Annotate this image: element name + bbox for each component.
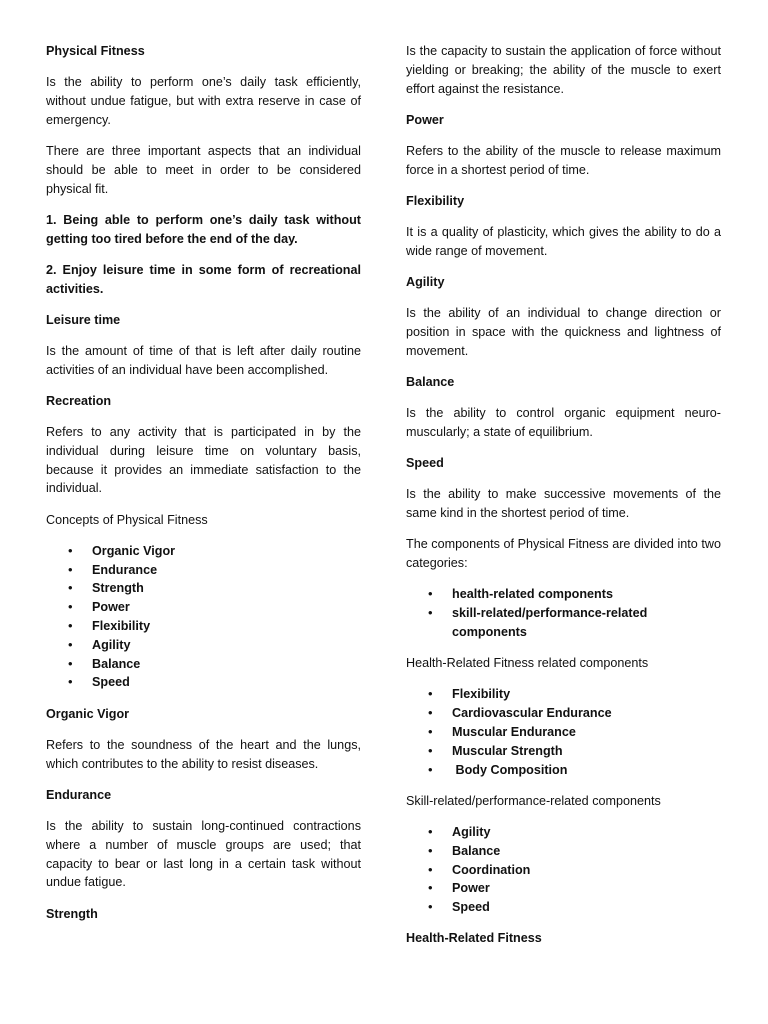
heading-balance: Balance (406, 375, 455, 390)
bullet-icon: • (68, 618, 73, 634)
heading-health-related: Health-Related Fitness related components (406, 656, 649, 671)
paragraph-balance: Is the ability to control organic equipment neuro-muscularly; a state of equilibrium. (406, 406, 721, 440)
heading-skill-related: Skill-related/performance-related components (406, 793, 661, 808)
skill-components-list (406, 823, 721, 917)
list-item: • Organic Vigor (92, 542, 361, 561)
paragraph-endurance: Is the ability to sustain long-continued contractions where a number of muscle groups are used; that capacity to bear or last long in a certain task without undue fatigue. (46, 818, 361, 890)
bullet-icon: • (428, 880, 433, 896)
paragraph-leisure-time: Is the amount of time of that is left after daily routine activities of an individual have been accomplished. (46, 343, 361, 377)
heading-agility: Agility (406, 275, 445, 290)
bullet-icon: • (428, 705, 433, 721)
heading-power: Power (406, 112, 444, 127)
left-column (46, 42, 361, 936)
list-item: • health-related components (452, 585, 721, 604)
list-item: • Endurance (92, 561, 361, 580)
aspect-two: 2. Enjoy leisure time in some form of recreational activities. (46, 262, 361, 296)
bullet-icon: • (428, 586, 433, 602)
paragraph-definition: Is the ability to perform one’s daily task efficiently, without undue fatigue, but with extra reserve in case of emergency. (46, 75, 361, 127)
heading-speed: Speed (406, 456, 444, 471)
list-item: • Speed (92, 673, 361, 692)
bullet-icon: • (428, 842, 433, 858)
bullet-icon: • (68, 542, 73, 558)
bullet-icon: • (68, 580, 73, 596)
paragraph-aspects-intro: There are three important aspects that an individual should be able to meet in order to be considered physical fit. (46, 143, 361, 196)
list-item: • skill-related/performance-related components (428, 605, 648, 640)
list-item: • Body Composition (452, 761, 721, 780)
heading-health-related-fitness: Health-Related Fitness (406, 931, 542, 946)
bullet-icon: • (68, 599, 73, 615)
list-item: • Balance (452, 842, 721, 861)
paragraph-agility: Is the ability of an individual to change direction or position in space with the quickness and lightness of movement. (406, 306, 721, 358)
heading-leisure-time: Leisure time (46, 312, 121, 327)
heading-endurance: Endurance (46, 787, 112, 802)
bullet-icon: • (68, 561, 73, 577)
right-column (406, 42, 721, 961)
list-item: • Flexibility (452, 685, 721, 704)
health-components-list (406, 685, 721, 779)
list-item: • Speed (452, 898, 721, 917)
heading-organic-vigor: Organic Vigor (46, 706, 130, 721)
list-item: • Power (92, 598, 361, 617)
paragraph-flexibility: It is a quality of plasticity, which gives the ability to do a wide range of movement. (406, 225, 721, 258)
bullet-icon: • (428, 686, 433, 702)
paragraph-components-intro: The components of Physical Fitness are divided into two categories: (406, 537, 721, 571)
list-item: • Muscular Strength (452, 742, 721, 761)
paragraph-strength: Is the capacity to sustain the application of force without yielding or breaking; the ability of the muscle to exert effort against the resistance. (406, 44, 721, 96)
bullet-icon: • (428, 723, 433, 739)
list-item: • Muscular Endurance (452, 723, 721, 742)
paragraph-recreation: Refers to any activity that is participated in by the individual during leisure time on voluntary basis, because it provides an immediate satisfaction to the individual. (46, 425, 361, 496)
list-item: • Power (452, 879, 721, 898)
section-title-physical-fitness: Physical Fitness (46, 44, 145, 58)
heading-recreation: Recreation (46, 393, 112, 408)
bullet-icon: • (428, 605, 433, 621)
bullet-icon: • (428, 899, 433, 915)
categories-list (406, 585, 721, 641)
heading-strength: Strength (46, 906, 98, 921)
bullet-icon: • (68, 636, 73, 652)
list-item: • Flexibility (92, 617, 361, 636)
paragraph-speed: Is the ability to make successive movements of the same kind in the shortest period of time. (406, 487, 721, 521)
aspect-one: 1. Being able to perform one’s daily task without getting too tired before the end of the day. (46, 212, 361, 246)
list-item: • Agility (92, 636, 361, 655)
bullet-icon: • (68, 674, 73, 690)
list-item: • Coordination (452, 861, 721, 880)
bullet-icon: • (428, 861, 433, 877)
bullet-icon: • (68, 655, 73, 671)
heading-flexibility: Flexibility (406, 193, 465, 208)
list-item: • Balance (92, 655, 361, 674)
list-item: • Strength (92, 579, 361, 598)
list-item: • Cardiovascular Endurance (452, 704, 721, 723)
paragraph-power: Refers to the ability of the muscle to release maximum force in a shortest period of time. (406, 143, 721, 177)
list-item: • Agility (452, 823, 721, 842)
bullet-icon: • (428, 761, 433, 777)
bullet-icon: • (428, 823, 433, 839)
bullet-icon: • (428, 742, 433, 758)
paragraph-organic-vigor: Refers to the soundness of the heart and the lungs, which contributes to the ability to resist diseases. (46, 737, 361, 771)
heading-concepts: Concepts of Physical Fitness (46, 512, 208, 527)
concepts-list (46, 542, 361, 692)
